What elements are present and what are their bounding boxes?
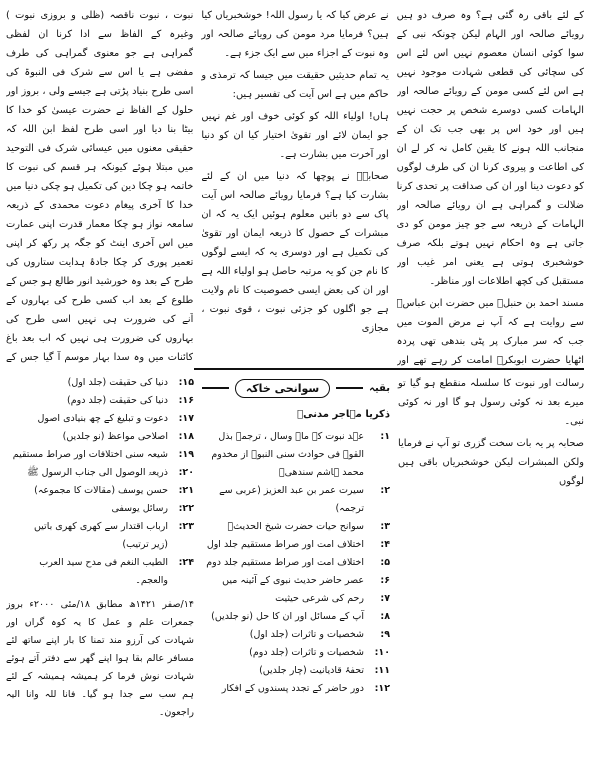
list-item: ۸: آپ کے مسائل اور ان کا حل (نو جلدیں) — [211, 611, 390, 622]
list-item: ۲۴: الطیب النغم فی مدح سید العرب والعجم۔ — [39, 557, 194, 586]
section-divider — [6, 368, 584, 370]
list-item: ۱۶: دنیا کی حقیقت (جلد دوم) — [67, 395, 194, 406]
list-item: ۳: سوانح حیات حضرت شیخ الحدیثؒ — [227, 521, 390, 532]
banner-line — [336, 387, 363, 389]
bottom-column-left — [6, 374, 194, 777]
list-item: ۱۱: تحفۂ قادیانیت (چار جلدیں) — [259, 665, 390, 676]
top-columns — [6, 6, 584, 366]
list-item: ۴: اختلاف امت اور صراط مستقیم جلد اول — [206, 539, 390, 550]
divider-line — [194, 368, 584, 370]
list-item: ۲۳: ارباب اقتدار سے کھری کھری باتیں — [33, 521, 194, 532]
list-item: ۱۸: اصلاحی مواعظ (نو جلدیں) — [62, 431, 194, 442]
list-item: ۱۹: شیعہ سنی اختلافات اور صراط مستقیم — [12, 449, 194, 460]
paragraph: صحابہؓ نے پوچھا کہ دنیا میں ان کے لئے بشارت کیا ہے؟ فرمایا رویائے صالحہ اس آیت پاک سے دو باتیں معلوم ہوئیں ایک یہ کہ ان مبشرات کے حصول کا ذریعہ ایمان اور تقویٰ کی تکمیل ہے اور دوسری یہ کہ ایسے لوگوں کا نام جن کو یہ مرتبہ حاصل ہو اولیاء اللہ ہے اور ان کی بعض ایسی خصوصیت کا نام ولایت ہے جو اگلوں کو جزئی نبوت ، قوی نبوت ، مجازی — [201, 171, 389, 334]
list-item: ۹: شخصیات و تاثرات (جلد اول) — [249, 629, 390, 640]
paragraph: رسالت اور نبوت کا سلسلہ منقطع ہو گیا تو میرے بعد نہ کوئی رسول ہو گا اور نہ کوئی نبی۔ — [398, 378, 584, 427]
quote-paragraph: ہاں! اولیاء اللہ کو کوئی خوف اور غم نہیں جو ایمان لائے اور تقویٰ اختیار کیا ان کو دنیا اور آخرت میں بشارت ہے۔ — [201, 111, 389, 160]
banner-tag: بقیہ — [369, 382, 390, 394]
list-item: ۱۲: دور حاضر کے تجدد پسندوں کے افکار — [221, 683, 390, 694]
banner-line — [202, 387, 229, 389]
bottom-column-middle — [202, 374, 390, 777]
list-item: ۵: اختلاف امت اور صراط مستقیم جلد دوم — [206, 557, 390, 568]
column-right — [397, 6, 584, 366]
paragraph: نبوت ، نبوت ناقصہ (ظلی و بروزی نبوت ) وغیرہ کے الفاظ سے ادا کرنا ان لفظی گمراہی ہے جو معنوی گمراہی کی طرف مفضی ہے یا اس سے شرک فی النبوۃ کی اسی طرح بنیاد پڑتی ہے جیسے ولی ، بروز اور حلول کے الفاظ نے حضرت عیسیٰ کو خدا کا بیٹا بنا دیا اور اسی طرح لفظ ابن اللہ کہ حقیقی معنوں میں عیسائی شرک فی التوحید میں مبتلا ہوئے کیونکہ ہر قسم کی نبوت کا خاتمہ ہو چکا دین کی تکمیل ہو چکی دنیا میں خدا کا آخری پیغام دعوت محمدی کے ذریعہ سامعہ نواز ہو چکا معمار قدرت اپنی عمارت میں اس آخری اینٹ کو جگہ پر رکھ کر اپنی تعمیر پوری کر چکا جادۂ ہدایت ستاروں کی طرح کے بعد وہ خورشید انور طالع ہو جس کے طلوع کے بعد اب کسی طرح کی بہاروں کے آنے کی ضرورت ہی نہیں اسی طرح کی بہاروں کی ضرورت ہی نہیں کہ اب بعد باغ کائنات میں وہ سدا بہار موسم آ گیا جس کے — [6, 10, 194, 363]
paragraph: کے لئے باقی رہ گئی ہے؟ وہ صرف دو ہیں رویائے صالحہ اور الہام لیکن چونکہ نبی کے سوا کوئی انسان معصوم نہیں اس لئے اس کی سچائی کی قطعی شہادت موجود نہیں ہے اس لئے کسی مومن کے رویائے صالحہ اور الہامات کسی دوسرے شخص پر حجت نہیں ہیں اور خود اس پر بھی جب تک ان کے منجانب اللہ ہونے کا یقین کامل نہ کر لے ان کی اطاعت و پیروی کرنا ان کی طرف لوگوں کو دعوت دینا اور ان کی صداقت پر تحدی کرنا ضلالت و گمراہی ہے ان رویائے صالحہ اور الہامات کے ذریعہ سے جو چیز مومن کو دی جاتی ہے وہ احکام نہیں ہوتے بلکہ صرف خوشخبری ہوتی ہے یعنی امر غیب اور مستقبل کی کچھ اطلاعات اور مناظر۔ — [396, 10, 584, 287]
works-list — [202, 428, 390, 698]
bottom-columns — [6, 374, 390, 777]
column-middle — [201, 6, 388, 366]
closing-note: ۱۴/صفر ۱۴۲۱ھ مطابق ۱۸/مئی ۲۰۰۰ء بروز جمعرات علم و عمل کا یہ کوہ گراں اور شہادت کی آرزو مند تمنا کا بار اپنے ساتھ لئے مسافر عالم بقا ہوا اپنے گھر سے دفتر آتے ہوئے شہادت نوش فرما کر ہمیشہ ہمیشہ کے لئے ہم سب سے جدا ہو گیا۔ فانا للہ وانا الیہ راجعون۔ — [6, 599, 194, 718]
paragraph: صحابہ پر یہ بات سخت گزری تو آپ نے فرمایا ولکن المبشرات لیکن خوشخبریاں باقی ہیں لوگوں — [398, 438, 584, 487]
list-item: ۲: سیرت عمر بن عبد العزیز (عربی سے ترجمہ) — [219, 485, 390, 514]
list-item: ۲۲: رسائل یوسفی — [111, 503, 194, 514]
list-item: ۷: رحم کی شرعی حیثیت — [275, 593, 390, 604]
paragraph: نے عرض کیا کہ یا رسول اللہ! خوشخبریاں کیا ہیں؟ فرمایا مرد مومن کی رویائے صالحہ اور وہ نبوت کے اجزاء میں سے ایک جزء ہے۔ — [201, 10, 389, 59]
list-item: ۱۰: شخصیات و تاثرات (جلد دوم) — [249, 647, 390, 658]
section-banner — [202, 376, 390, 400]
column-right-continued — [398, 374, 584, 777]
list-item: ۱۷: دعوت و تبلیغ کے چھ بنیادی اصول — [37, 413, 194, 424]
list-item: ۲۱: حسن یوسف (مقالات کا مجموعہ) — [34, 485, 194, 496]
paragraph: مسند احمد بن حنبلؒ میں حضرت ابن عباسؓ سے روایت ہے کہ آپ نے مرض الموت میں جب کہ سر مبارک پر پٹی بندھی تھی پردہ اٹھایا حضرت ابوبکرؓ امامت کر رہے تھے اور — [396, 298, 584, 366]
works-list-continued — [6, 374, 194, 590]
list-item: ۱۵: دنیا کی حقیقت (جلد اول) — [67, 377, 194, 388]
banner-title: سوانحی خاکہ — [235, 379, 330, 398]
list-item: ۲۰: ذریعۃ الوصول الی جناب الرسول ﷺ — [27, 467, 194, 478]
column-left — [6, 6, 193, 366]
list-item: (زیر ترتیب) — [122, 539, 168, 550]
paragraph: یہ تمام حدیثیں حقیقت میں جیسا کہ ترمذی و حاکم میں ہے اس آیت کی تفسیر ہیں: — [201, 70, 389, 100]
list-item: ۱: عہد نبوت کے ماہ وسال ، ترجمہ بذل القوۃ فی حوادث سنی النبوۃ از مخدوم محمد ہاشم سندھیؒ — [211, 431, 390, 478]
author-name: ذکریا مہاجر مدنیؒ — [297, 409, 390, 420]
list-item: ۶: عصر حاضر حدیث نبوی کے آئینہ میں — [222, 575, 390, 586]
